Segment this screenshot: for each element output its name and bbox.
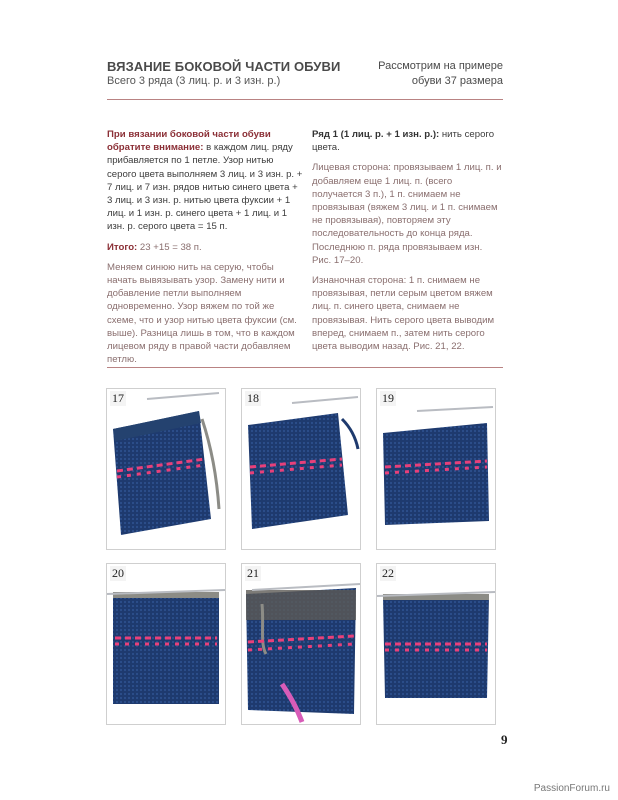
page-number: 9 <box>501 732 508 747</box>
header-subtitle: Всего 3 ряда (3 лиц. р. и 3 изн. р.) <box>107 75 281 87</box>
photo-number: 21 <box>247 566 259 580</box>
photo-number: 20 <box>112 566 124 580</box>
left-intro-paragraph <box>107 128 303 234</box>
middle-divider <box>107 367 503 368</box>
photo-number: 17 <box>112 391 124 405</box>
top-divider <box>107 99 503 100</box>
row-label: Ряд 1 (1 лиц. р. + 1 изн. р.): <box>312 129 440 140</box>
knit-swatch-image <box>107 389 225 549</box>
knit-swatch-image <box>107 564 225 724</box>
total-paragraph <box>107 241 303 254</box>
knit-swatch-image <box>377 389 495 549</box>
photo-20 <box>106 563 226 725</box>
left-p2: Меняем синюю нить на серую, чтобы начать вывязывать узор. Замену нити и добавление петли выполняем одновременно. Узор вяжем по той же схеме, что и узор нитью цвета фуксии (см. выше). Разница лишь в том, что в каждом лицевом ряду в правой части добавляем петлю. <box>107 261 297 366</box>
left-lead: При вязании боковой части обуви обратите внимание: <box>107 129 271 154</box>
left-p1: в каждом лиц. ряду прибавляется по 1 петле. Узор нитью серого цвета выполняем 3 лиц. и 3 изн. р. + 7 лиц. и 7 изн. рядов нитью синего цвета + 3 лиц. и 3 изн. р. нитью цвета фуксии + 1 лиц. и 1 изн. р. синего цвета + 1 лиц. и 1 изн. р. серого цвета = 15 п. <box>107 142 303 233</box>
photo-number: 22 <box>382 566 394 580</box>
watermark: PassionForum.ru <box>533 783 610 794</box>
row-paragraph <box>312 128 503 154</box>
photo-number: 19 <box>382 391 394 405</box>
photo-22 <box>376 563 496 725</box>
photo-21 <box>241 563 361 725</box>
total-label: Итого: <box>107 241 138 253</box>
back-text: 1 п. снимаем не провязывая, петли серым цветом вяжем лиц. п. синего цвета, снимаем не провязывая. Нить серого цвета выводим вперед, снимаем п., затем нить серого цвета выводим назад. Рис. 21, 22. <box>312 275 495 353</box>
right-column <box>312 128 503 360</box>
header-note-line1: Рассмотрим на примере <box>378 60 503 72</box>
knit-swatch-image <box>242 389 360 549</box>
photo-19 <box>376 388 496 550</box>
knit-swatch-image <box>242 564 360 724</box>
photo-18 <box>241 388 361 550</box>
header-title: ВЯЗАНИЕ БОКОВОЙ ЧАСТИ ОБУВИ <box>107 59 341 74</box>
back-paragraph <box>312 274 503 353</box>
row-rest: нить серого цвета. <box>312 129 495 154</box>
header-note-line2: обуви 37 размера <box>411 75 503 87</box>
header-note <box>378 59 503 89</box>
photo-number: 18 <box>247 391 259 405</box>
left-column <box>107 128 303 373</box>
photo-17 <box>106 388 226 550</box>
face-text: провязываем 1 лиц. п. и добавляем еще 1 лиц. п. (всего получается 3 п.), 1 п. снимаем не провязывая (вяжем 3 лиц. и 1 п. снимаем не провязывая), повторяем эту последовательность до конца ряда. Последнюю п. ряда провязываем изн. Рис. 17–20. <box>312 162 502 266</box>
face-label: Лицевая сторона: <box>312 162 391 174</box>
knit-swatch-image <box>377 564 495 724</box>
back-label: Изнаночная сторона: <box>312 275 407 287</box>
total-value: 23 +15 = 38 п. <box>137 241 202 253</box>
face-paragraph <box>312 161 503 267</box>
